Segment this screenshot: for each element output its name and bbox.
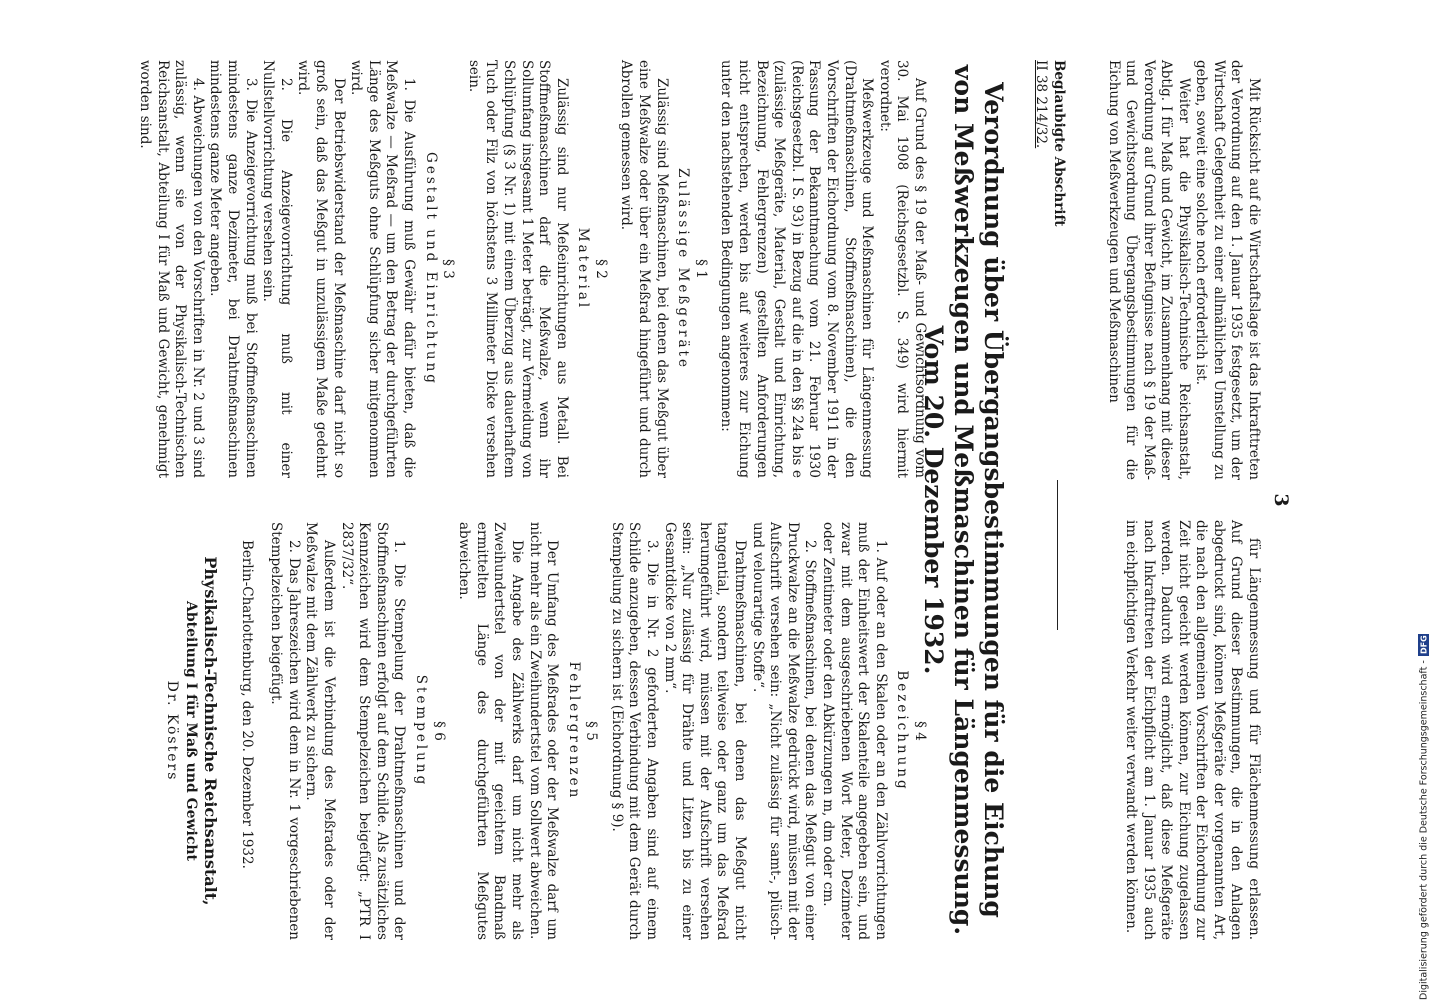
right-column: [162, 522, 928, 940]
ordinance-title: Verordnung über Übergangsbestimmungen für die Eichung von Meßwerkzeugen und Meßmaschinen für Längenmessung. Vom 20. Dezember 1932.: [919, 64, 1008, 936]
top-right-text: [1122, 520, 1262, 940]
section-title: Gestalt und Einrichtung: [422, 152, 439, 386]
section-title: Zulässige Meßgeräte: [675, 168, 692, 370]
section-number: § 2: [592, 259, 609, 279]
top-left-text: [1105, 60, 1263, 480]
left-column: [135, 60, 928, 478]
section-number: § 1: [692, 259, 709, 279]
digitization-note-text: Digitalisierung gefördert durch die Deutsche Forschungsgemeinschaft -: [1418, 660, 1430, 1000]
section-paragraph: 3. Die Anzeigevorrichtung muß bei Stoffmeßmaschinen mindestens ganze Dezimeter, bei Drahtmeßmaschinen mindestens ganze Meter angeben.: [207, 60, 259, 478]
section-paragraph: 4. Abweichungen von den Vorschriften in Nr. 2 und 3 sind zulässig, wenn sie von der Physikalisch-Technischen Reichsanstalt, Abteilung I für Maß und Gewicht, genehmigt worden sind.: [137, 60, 206, 478]
reference-number: II 38 214/32.: [1033, 60, 1049, 149]
signature-name: Dr. Kösters: [164, 680, 181, 782]
section-paragraph: Der Betriebswiderstand der Meßmaschine darf nicht so groß sein, daß das Meßgut in unzulässigem Maße gedehnt wird.: [295, 60, 347, 478]
section-number: § 5: [583, 721, 600, 741]
signature-organization: Physikalisch-Technische Reichsanstalt,: [201, 556, 221, 906]
section-paragraph: Zulässig sind Meßmaschinen, bei denen das Meßgut über eine Meßwalze oder über ein Meßrad hingeführt und durch Abrollen gemessen wird.: [618, 60, 670, 478]
section-number: § 3: [440, 259, 457, 279]
certified-copy-heading: Beglaubigte Abschrift: [1051, 60, 1067, 227]
section-paragraph: Die Angabe des Zählwerks darf um nicht mehr als Zweihundertstel von der mit geeichtem Bandmaß ermittelten Länge des durchgeführten Meßgutes abweichen.: [456, 522, 525, 940]
section-paragraph: 1. Die Stempelung der Drahtmeßmaschinen und der Stoffmeßmaschinen erfolgt auf dem Schilde. Als zusätzliches Kennzeichen wird dem Stempelzeichen beigefügt: „PTR I 2837/32“.: [338, 522, 408, 940]
section-title: Bezeichnung: [894, 670, 911, 792]
section-paragraph: Der Umfang des Meßrades oder der Meßwalze darf um nicht mehr als ein Zweihundertstel vom Sollwert abweichen.: [526, 522, 561, 940]
section-number: § 4: [912, 721, 928, 741]
section-title: Material: [575, 227, 592, 311]
section-paragraph: Drahtmeßmaschinen, bei denen das Meßgut nicht tangential, sondern teilweise oder ganz um das Meßrad herumgeführt wird, müssen mit der Aufschrift versehen sein: „Nur zulässig für Drähte und Litzen bis zu einer Gesamtdicke von 2 mm“.: [661, 522, 749, 940]
section-number: § 6: [430, 721, 447, 741]
signature-department: Abteilung I für Maß und Gewicht: [183, 600, 200, 862]
certified-copy: [1032, 60, 1068, 227]
section-paragraph: Außerdem ist die Verbindung des Meßrades oder der Meßwalze mit dem Zählwerk zu sichern.: [303, 522, 337, 940]
section-paragraph: 2. Das Jahreszeichen wird dem in Nr. 1 vorgeschriebenen Stempelzeichen beigefügt.: [268, 522, 302, 940]
section-paragraph: 3. Die in Nr. 2 geforderten Angaben sind auf einem Schilde anzugeben, dessen Verbindung mit dem Gerät durch Stempelung zu sichern ist (Eichordnung § 9).: [608, 522, 661, 940]
document-page: [0, 40, 1300, 960]
page-number: 3: [1270, 493, 1292, 507]
section-paragraph: 1. Auf oder an den Skalen oder an den Zählvorrichtungen muß der Einheitswert der Skalenteile angegeben sein, und zwar mit dem ausgeschriebenen Wort Meter, Dezimeter oder Zentimeter oder den Abkürzungen m, dm oder cm.: [820, 522, 889, 940]
intro-paragraph: Meßwerkzeuge und Meßmaschinen für Längenmessung (Drahtmeßmaschinen, Stoffmeßmaschinen), die den Vorschriften der Eichordnung vom 8. November 1911 in der Fassung der Bekanntmachung vom 21. Februar 1930 (Reichsgesetzbl. I S. 93) in Bezug auf die in den §§ 24a bis e (zulässige Meßgeräte, Material, Gestalt und Einrichtung, Bezeichnung, Fehlergrenzen) gestellten Anforderungen nicht entsprechen, werden bis auf weiteres zur Eichung unter den nachstehenden Bedingungen angenommen:: [718, 60, 876, 478]
section-paragraph: 2. Die Anzeigevorrichtung muß mit einer Nullstellvorrichtung versehen sein.: [260, 60, 294, 478]
section-paragraph: 2. Stoffmeßmaschinen, bei denen das Meßgut von einer Druckwalze an die Meßwalze gedrückt wird, müssen mit der Aufschrift versehen sein: „Nicht zulässig für samt-, plüsch- und velourartige Stoffe“.: [749, 522, 819, 940]
section-paragraph: 1. Die Ausführung muß Gewähr dafür bieten, daß die Meßwalze — Meßrad — um den Betrag der durchgeführten Länge des Meßguts ohne Schlüpfung sicher mitgenommen wird.: [348, 60, 417, 478]
digitization-note: [1418, 10, 1430, 1000]
paragraph: Mit Rücksicht auf die Wirtschaftslage ist das Inkrafttreten der Verordnung auf den 1. Januar 1935 festgesetzt, um der Wirtschaft Gelegenheit zu einer allmählichen Umstellung zu geben, soweit eine solche noch erforderlich ist.: [1193, 60, 1262, 480]
section-title: Stempelung: [412, 674, 429, 788]
paragraph: Weiter hat die Physikalisch-Technische Reichsanstalt, Abtlg. I für Maß und Gewicht, im Zusammenhang mit dieser Verordnung auf Grund ihrer Befugnisse nach § 19 der Maß- und Gewichtsordnung Übergangsbestimmungen für die Eichung von Meßwerkzeugen und Meßmaschinen: [1106, 60, 1192, 480]
signature-block: [162, 522, 221, 940]
section-title: Fehlergrenzen: [565, 661, 582, 801]
divider-rule: [1057, 480, 1058, 630]
place-and-date: Berlin-Charlottenburg, den 20. Dezember 1932.: [238, 540, 255, 869]
section-paragraph: Zulässig sind nur Meßeinrichtungen aus Metall. Bei Stoffmeßmaschinen darf die Meßwalze, wenn ihr Sollumfang insgesamt 1 Meter beträgt, zur Vermeidung von Schlüpfung (§ 3 Nr. 1) mit einem Überzug aus dauerhaftem Tuch oder Filz von höchstens 3 Millimeter Dicke versehen sein.: [465, 60, 570, 478]
dfg-logo: DFG: [1419, 635, 1429, 655]
paragraph: für Längenmessung und für Flächenmessung erlassen. Auf Grund dieser Bestimmungen, die in den Anlagen abgedruckt sind, können Meßgeräte der vorgenannten Art, die nach den allgemeinen Vorschriften der Eichordnung zur Zeit nicht geeicht werden können, zur Eichung zugelassen werden. Dadurch wird ermöglicht, daß diese Meßgeräte nach Inkrafttreten der Eichpflicht am 1. Januar 1935 auch im eichpflichtigen Verkehr weiter verwandt werden können.: [1123, 520, 1262, 940]
intro-paragraph: Auf Grund des § 19 der Maß- und Gewichtsordnung vom 30. Mai 1908 (Reichsgesetzbl. S. 349) wird hiermit verordnet:: [876, 60, 928, 478]
